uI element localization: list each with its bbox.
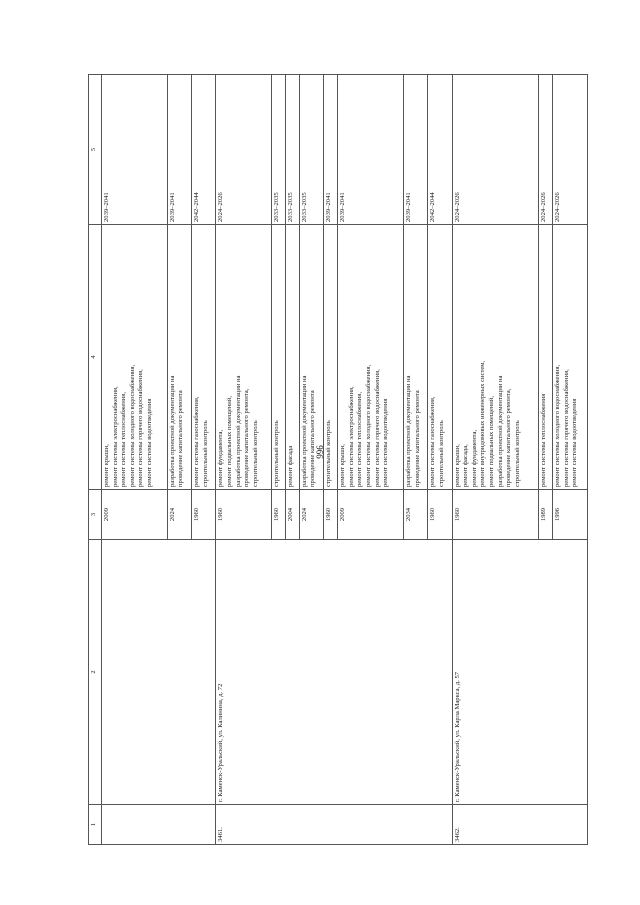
entry-number (102, 805, 216, 845)
work-items (271, 225, 285, 490)
work-year: 1960 (271, 490, 285, 540)
entry-number: 3461. (216, 805, 452, 845)
work-items (299, 225, 323, 490)
work-item: разработка проектной документации на (404, 375, 412, 487)
work-item: ремонт крыши, (339, 444, 347, 487)
page-number: 996 (315, 445, 325, 459)
work-period: 2039–2041 (167, 75, 191, 225)
work-item: ремонт системы водоотведения (145, 398, 153, 487)
work-item: ремонт крыши, (453, 444, 461, 487)
work-items (553, 225, 588, 490)
work-items (102, 225, 168, 490)
work-period: 2033–2035 (271, 75, 285, 225)
header-row (89, 75, 102, 845)
work-items (403, 225, 427, 490)
work-period: 2033–2035 (285, 75, 299, 225)
table-row (216, 75, 271, 845)
work-year: 1989 (539, 490, 553, 540)
work-item: проведение капитального ремонта, (243, 388, 251, 487)
work-period: 2024–2026 (216, 75, 271, 225)
work-year: 2024 (299, 490, 323, 540)
work-period: 2039–2041 (324, 75, 338, 225)
work-period: 2039–2041 (102, 75, 168, 225)
work-item: ремонт системы газоснабжения, (429, 396, 437, 487)
work-item: ремонт фундамента, (470, 429, 478, 487)
work-period: 2024–2026 (553, 75, 588, 225)
work-item: ремонт системы холодного водоснабжения, (554, 364, 562, 487)
work-year: 2024 (167, 490, 191, 540)
work-period: 2042–2044 (428, 75, 452, 225)
table-frame (88, 75, 588, 845)
entry-address (102, 540, 216, 805)
work-item: ремонт системы электроснабжения, (347, 386, 355, 487)
header-col-5: 5 (89, 75, 102, 225)
work-item: разработка проектной документации на (496, 375, 504, 487)
work-item: ремонт системы горячего водоснабжения, (373, 369, 381, 487)
work-item: ремонт крыши, (103, 444, 110, 487)
work-item: ремонт системы газоснабжения, (193, 396, 201, 487)
work-period: 2039–2041 (338, 75, 404, 225)
work-period: 2042–2044 (192, 75, 216, 225)
work-item: строительный контроль (437, 420, 445, 487)
work-item: проведение капитального ремонта, (505, 388, 513, 487)
work-item: проведение капитального ремонта (177, 390, 185, 487)
work-year: 1960 (192, 490, 216, 540)
header-col-4: 4 (89, 225, 102, 490)
work-year: 2034 (403, 490, 427, 540)
registry-table (88, 74, 588, 845)
work-item: ремонт системы теплоснабжения (540, 393, 548, 487)
entry-address: г. Каменск-Уральский, ул. Карла Маркса, д. 57 (452, 540, 587, 805)
work-item: ремонт системы горячего водоснабжения, (562, 369, 570, 487)
table-row (452, 75, 539, 845)
work-item: ремонт фундамента, (217, 429, 225, 487)
work-period: 2024–2026 (452, 75, 539, 225)
work-year: 2009 (102, 490, 168, 540)
work-items (428, 225, 452, 490)
work-item: проведение капитального ремонта (413, 390, 421, 487)
work-period: 2039–2041 (403, 75, 427, 225)
work-item: ремонт системы горячего водоснабжения, (137, 369, 145, 487)
work-items (192, 225, 216, 490)
work-item: разработка проектной документации на (168, 375, 176, 487)
work-item: ремонт подвальных помещений, (226, 396, 234, 487)
work-items (338, 225, 404, 490)
header-col-3: 3 (89, 490, 102, 540)
work-item: строительный контроль (325, 420, 333, 487)
work-year: 1960 (452, 490, 539, 540)
work-item: ремонт системы водоотведения (382, 398, 390, 487)
work-item: проведение капитального ремонта (309, 390, 317, 487)
work-period: 2033–2035 (299, 75, 323, 225)
work-item: ремонт системы теплоснабжения, (356, 392, 364, 487)
work-items (167, 225, 191, 490)
work-item: строительный контроль (272, 420, 280, 487)
work-item: строительный контроль (513, 420, 521, 487)
header-col-1: 1 (89, 805, 102, 845)
work-item: строительный контроль (251, 420, 259, 487)
work-year: 2009 (338, 490, 404, 540)
work-year: 2004 (285, 490, 299, 540)
work-year: 1960 (216, 490, 271, 540)
work-items (452, 225, 539, 490)
work-period: 2024–2026 (539, 75, 553, 225)
work-item: ремонт внутридомовых инженерных систем, (479, 360, 487, 487)
work-item: разработка проектной документации на (234, 375, 242, 487)
header-col-2: 2 (89, 540, 102, 805)
work-items (324, 225, 338, 490)
registry-table-body (89, 75, 588, 845)
work-item: ремонт системы теплоснабжения, (120, 392, 128, 487)
work-item: ремонт системы водоотведения (571, 398, 579, 487)
work-item: ремонт подвальных помещений, (488, 396, 496, 487)
work-items (285, 225, 299, 490)
table-rotator (88, 75, 588, 845)
table-row (102, 75, 168, 845)
entry-address: г. Каменск-Уральский, ул. Калинина, д. 72 (216, 540, 452, 805)
work-year: 1960 (428, 490, 452, 540)
work-item: ремонт фасада, (462, 444, 470, 487)
work-items (216, 225, 271, 490)
work-item: ремонт системы холодного водоснабжения, (364, 364, 372, 487)
work-item: ремонт системы холодного водоснабжения, (128, 364, 136, 487)
work-item: строительный контроль (201, 420, 209, 487)
entry-number: 3462. (452, 805, 587, 845)
work-item: разработка проектной документации на (300, 375, 308, 487)
work-items (539, 225, 553, 490)
work-item: ремонт фасада (286, 445, 294, 487)
work-item: ремонт системы электроснабжения, (111, 386, 119, 487)
work-year: 1996 (553, 490, 588, 540)
work-year: 1960 (324, 490, 338, 540)
